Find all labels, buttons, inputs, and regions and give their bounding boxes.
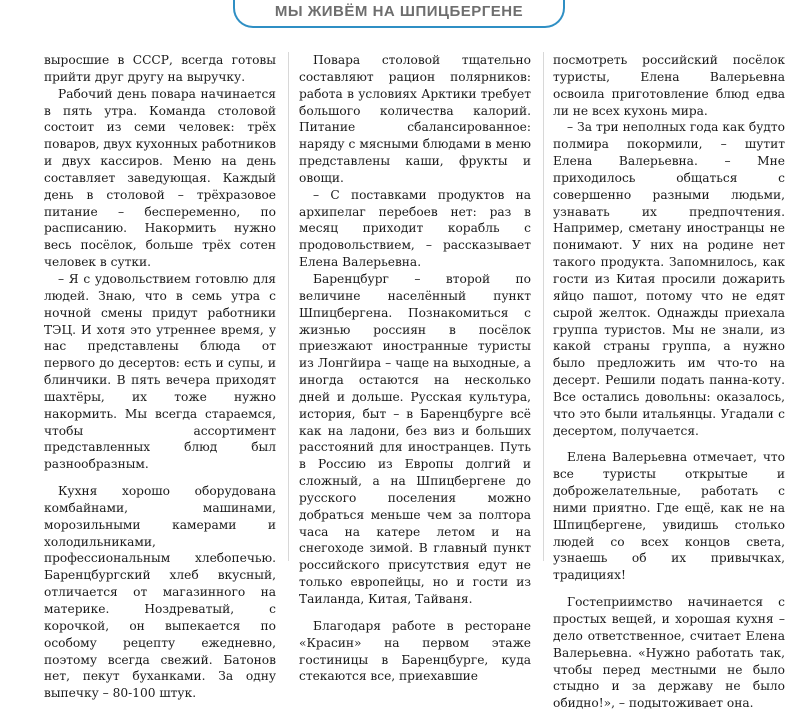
article-column-3 — [553, 52, 785, 712]
section-title: МЫ ЖИВЁМ НА ШПИЦБЕРГЕНЕ — [274, 3, 524, 20]
paragraph: Гостеприимство начинается с простых вещей, и хорошая кухня – дело ответственное, считает Елена Валерьевна. «Нужно работать так, чтобы перед местными не было стыдно и за державу не было обидно!», – подытоживает она. — [553, 595, 785, 711]
section-header — [233, 0, 565, 28]
paragraph: Елена Валерьевна отмечает, что все туристы открытые и доброжелательные, работать с ними приятно. Где ещё, как не на Шпицбергене, увидишь столько людей со всех концов света, узнаешь об их привычках, традициях! — [553, 450, 785, 583]
column-divider — [288, 52, 289, 561]
paragraph: Повара столовой тщательно составляют рацион полярников: работа в условиях Арктики требует большого количества калорий. Питание сбалансированное: наряду с мясными блюдами в меню представлены каши, фрукты и овощи. — [299, 53, 531, 185]
paragraph: Благодаря работе в ресторане «Красин» на первом этаже гостиницы в Баренцбурге, куда стекаются все, приехавшие — [299, 618, 531, 684]
paragraph: выросшие в СССР, всегда готовы прийти друг другу на выручку. — [44, 53, 276, 84]
paragraph: Рабочий день повара начинается в пять утра. Команда столовой состоит из семи человек: трёх поваров, двух кухонных работников и двух кассиров. Меню на день составляет заведующая. Каждый день в столовой – трёхразовое питание – беспеременно, по расписанию. Накормить нужно весь посёлок, больше трёх сотен человек в сутки. — [44, 86, 276, 270]
article-column-2 — [299, 52, 531, 685]
paragraph: Баренцбург – второй по величине населённый пункт Шпицбергена. Познакомиться с жизнью россиян в посёлок приезжают иностранные туристы из Лонгйира – чаще на выходные, а иногда остаются на несколько дней и дольше. Русская культура, история, быт – в Баренцбурге всё как на ладони, без виз и больших расстояний для иностранцев. Путь в Россию из Европы долгий и сложный, а на Шпицбергене до русского поселения можно добраться меньше чем за полтора часа на катере летом и на снегоходе зимой. В главный пункт российского присутствия едут не только европейцы, но и гости из Таиланда, Китая, Тайваня. — [299, 271, 531, 606]
column-divider — [543, 52, 544, 561]
paragraph: – Я с удовольствием готовлю для людей. Знаю, что в семь утра с ночной смены придут работники ТЭЦ. И хотя это утреннее время, у нас представлены блюда от первого до десертов: есть и супы, и блинчики. В пять вечера приходят шахтёры, их тоже нужно накормить. Мы всегда стараемся, чтобы ассортимент представленных блюд был разнообразным. — [44, 271, 276, 472]
article-column-1 — [44, 52, 276, 702]
paragraph: посмотреть российский посёлок туристы, Елена Валерьевна освоила приготовление блюд едва ли не всех кухонь мира. — [553, 53, 785, 118]
paragraph: – За три неполных года как будто полмира покормили, – шутит Елена Валерьевна. – Мне приходилось общаться с совершенно разными людьми, узнавать их предпочтения. Например, сметану иностранцы не понимают. У них на родине нет такого продукта. Запомнилось, как гости из Китая просили дожарить яйцо пашот, потому что не едят сырой желток. Однажды приехала группа туристов. Мы не знали, из какой страны группа, а нужно было предложить им что-то на десерт. Решили подать панна-коту. Все остались довольны: оказалось, что это были итальянцы. Угадали с десертом, получается. — [553, 120, 785, 438]
paragraph: – С поставками продуктов на архипелаг перебоев нет: раз в месяц приходит корабль с продовольствием, – рассказывает Елена Валерьевна. — [299, 187, 531, 270]
paragraph: Кухня хорошо оборудована комбайнами, машинами, морозильными камерами и холодильниками, профессиональным хлебопечью. Баренцбургский хлеб вкусный, отличается от магазинного на материке. Ноздреватый, с корочкой, он выпекается по особому рецепту ежедневно, поэтому всегда свежий. Батонов нет, пекут буханками. За одну выпечку – 80-100 штук. — [44, 484, 276, 701]
